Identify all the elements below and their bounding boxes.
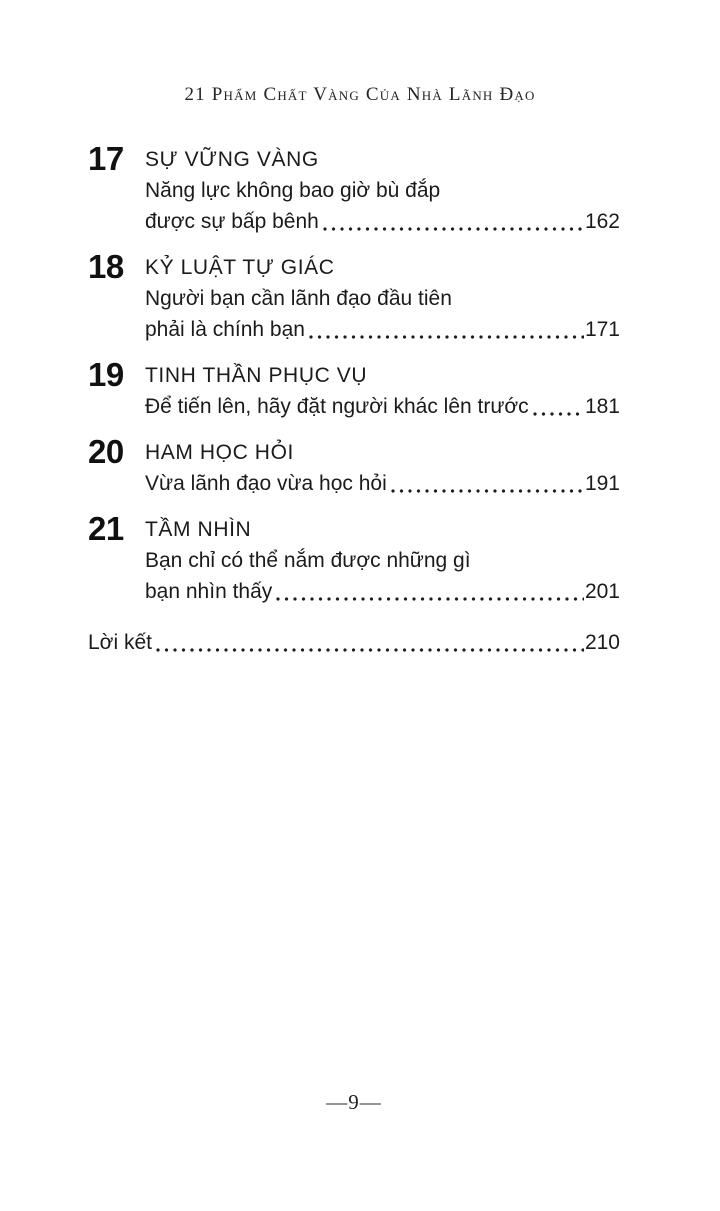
running-header: 21 Phẩm Chất Vàng Của Nhà Lãnh Đạo: [184, 84, 536, 105]
chapter-number: 21: [88, 510, 124, 547]
chapter-subtitle-text: phải là chính bạn: [145, 318, 305, 341]
toc-entry: [88, 510, 620, 607]
chapter-number: 18: [88, 248, 124, 285]
chapter-subtitle-text: được sự bấp bênh: [145, 210, 319, 233]
chapter-subtitle-line: Năng lực không bao giờ bù đắp: [145, 179, 441, 202]
chapter-title: SỰ VỮNG VÀNG: [145, 148, 319, 171]
chapter-page-number: 191: [584, 472, 620, 495]
toc-entry: [88, 248, 620, 345]
toc-entry: [88, 433, 620, 499]
dot-leader: [309, 335, 584, 339]
toc-entry: [88, 140, 620, 237]
chapter-subtitle-text: bạn nhìn thấy: [145, 580, 273, 603]
chapter-subtitle-text: Để tiến lên, hãy đặt người khác lên trước: [145, 395, 529, 418]
chapter-number: 19: [88, 356, 124, 393]
chapter-subtitle-last-line: [145, 468, 620, 499]
chapter-title: TINH THẦN PHỤC VỤ: [145, 364, 368, 387]
chapter-subtitle-last-line: [145, 314, 620, 345]
chapter-title: HAM HỌC HỎI: [145, 441, 294, 464]
dot-leader: [391, 489, 584, 493]
chapter-subtitle-line: Người bạn cần lãnh đạo đầu tiên: [145, 287, 452, 310]
chapter-body: [145, 360, 620, 422]
chapter-number: 17: [88, 140, 124, 177]
chapter-body: [145, 437, 620, 499]
chapter-page-number: 162: [584, 210, 620, 233]
closing-label: Lời kết: [88, 631, 152, 654]
chapter-title: KỶ LUẬT TỰ GIÁC: [145, 256, 335, 279]
dot-leader: [323, 227, 584, 231]
chapter-body: [145, 514, 620, 607]
chapter-body: [145, 144, 620, 237]
page-number-footer: —9—: [326, 1090, 382, 1114]
chapter-number: 20: [88, 433, 124, 470]
toc-list: [0, 140, 720, 607]
chapter-subtitle-last-line: [145, 576, 620, 607]
chapter-subtitle-last-line: [145, 206, 620, 237]
chapter-subtitle-line: Bạn chỉ có thể nắm được những gì: [145, 549, 471, 572]
chapter-subtitle-text: Vừa lãnh đạo vừa học hỏi: [145, 472, 387, 495]
toc-entry: [88, 356, 620, 422]
chapter-title: TẦM NHÌN: [145, 518, 252, 541]
chapter-subtitle-last-line: [145, 391, 620, 422]
chapter-page-number: 181: [584, 395, 620, 418]
dot-leader: [533, 412, 584, 416]
closing-page-number: 210: [584, 631, 620, 654]
chapter-body: [145, 252, 620, 345]
dot-leader: [276, 597, 584, 601]
chapter-page-number: 201: [584, 580, 620, 603]
dot-leader: [156, 648, 584, 652]
toc-entry-closing: [0, 627, 720, 658]
chapter-page-number: 171: [584, 318, 620, 341]
